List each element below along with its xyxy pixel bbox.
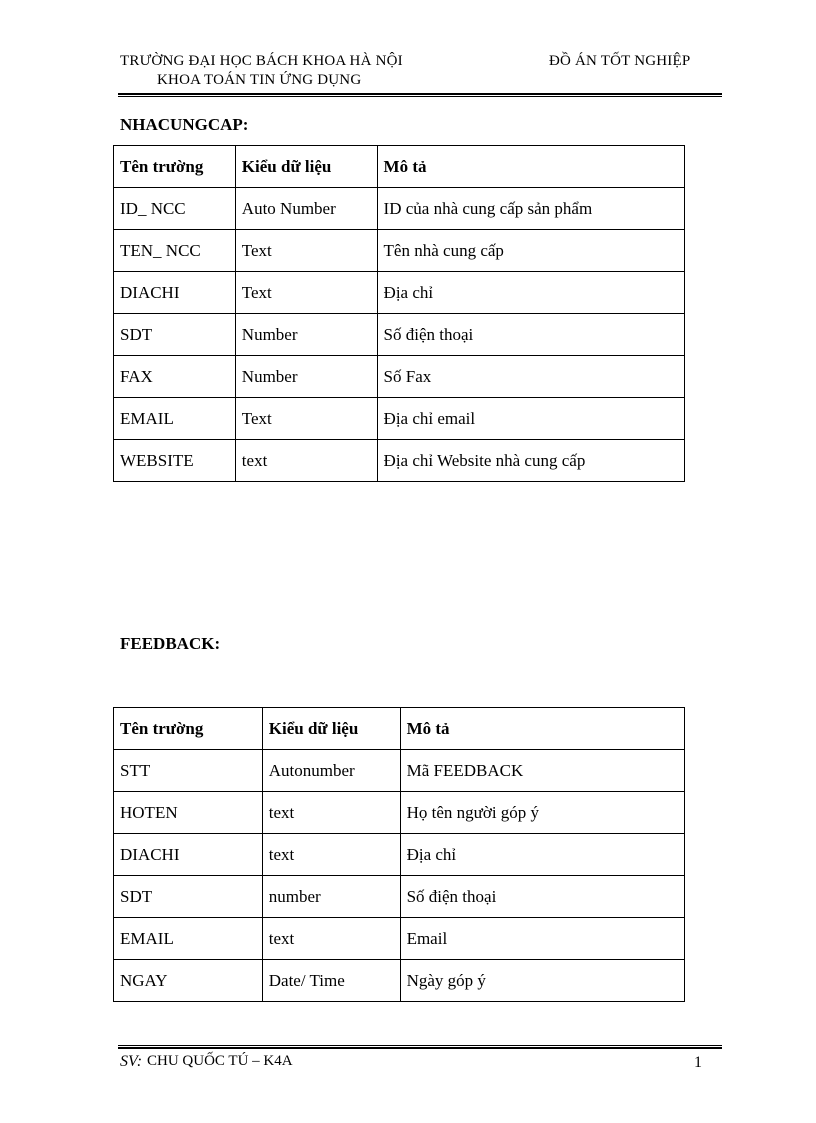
data-type-cell: Autonumber <box>262 750 400 792</box>
description-cell: Họ tên người góp ý <box>400 792 684 834</box>
field-name-cell: HOTEN <box>114 792 263 834</box>
university-name: TRƯỜNG ĐẠI HỌC BÁCH KHOA HÀ NỘI <box>120 53 403 69</box>
description-cell: Địa chỉ <box>377 272 684 314</box>
description-cell: Mã FEEDBACK <box>400 750 684 792</box>
data-type-cell: number <box>262 876 400 918</box>
table-row <box>114 876 685 918</box>
footer-student-name: CHU QUỐC TÚ – K4A <box>147 1053 293 1069</box>
field-name-cell: STT <box>114 750 263 792</box>
description-cell: Số điện thoại <box>377 314 684 356</box>
field-name-cell: WEBSITE <box>114 440 236 482</box>
data-type-cell: Number <box>235 314 377 356</box>
footer-sv-label: SV: <box>120 1053 143 1070</box>
table-row <box>114 960 685 1002</box>
description-cell: ID của nhà cung cấp sản phẩm <box>377 188 684 230</box>
description-cell: Địa chỉ email <box>377 398 684 440</box>
table-row <box>114 792 685 834</box>
column-header: Tên trường <box>114 708 263 750</box>
data-type-cell: Text <box>235 272 377 314</box>
column-header: Tên trường <box>114 146 236 188</box>
page-number: 1 <box>694 1054 702 1071</box>
data-type-cell: text <box>235 440 377 482</box>
column-header: Mô tả <box>377 146 684 188</box>
description-cell: Địa chỉ <box>400 834 684 876</box>
description-cell: Địa chỉ Website nhà cung cấp <box>377 440 684 482</box>
field-name-cell: DIACHI <box>114 272 236 314</box>
faculty-name: KHOA TOÁN TIN ỨNG DỤNG <box>157 72 362 88</box>
field-name-cell: EMAIL <box>114 398 236 440</box>
table-row <box>114 918 685 960</box>
field-name-cell: DIACHI <box>114 834 263 876</box>
table-header-row <box>114 708 685 750</box>
header-rule-thin <box>118 96 722 97</box>
column-header: Mô tả <box>400 708 684 750</box>
field-name-cell: TEN_ NCC <box>114 230 236 272</box>
table-feedback <box>113 707 685 1002</box>
table-row <box>114 314 685 356</box>
table-title-feedback: FEEDBACK: <box>120 634 221 653</box>
table-title-nhacungcap: NHACUNGCAP: <box>120 115 249 134</box>
data-type-cell: Text <box>235 230 377 272</box>
data-type-cell: Date/ Time <box>262 960 400 1002</box>
field-name-cell: SDT <box>114 314 236 356</box>
table-row <box>114 188 685 230</box>
table-row <box>114 272 685 314</box>
data-type-cell: text <box>262 792 400 834</box>
description-cell: Số Fax <box>377 356 684 398</box>
table-row <box>114 440 685 482</box>
document-type: ĐỒ ÁN TỐT NGHIỆP <box>549 53 691 69</box>
data-type-cell: text <box>262 834 400 876</box>
footer-rule-thin <box>118 1045 722 1046</box>
footer-rule-thick <box>118 1047 722 1049</box>
description-cell: Email <box>400 918 684 960</box>
field-name-cell: SDT <box>114 876 263 918</box>
table-header-row <box>114 146 685 188</box>
table-row <box>114 750 685 792</box>
table-row <box>114 356 685 398</box>
description-cell: Tên nhà cung cấp <box>377 230 684 272</box>
field-name-cell: FAX <box>114 356 236 398</box>
field-name-cell: ID_ NCC <box>114 188 236 230</box>
data-type-cell: Auto Number <box>235 188 377 230</box>
data-type-cell: Text <box>235 398 377 440</box>
data-type-cell: text <box>262 918 400 960</box>
column-header: Kiểu dữ liệu <box>235 146 377 188</box>
description-cell: Số điện thoại <box>400 876 684 918</box>
description-cell: Ngày góp ý <box>400 960 684 1002</box>
header-rule-thick <box>118 93 722 95</box>
table-nhacungcap <box>113 145 685 482</box>
table-row <box>114 398 685 440</box>
table-row <box>114 834 685 876</box>
field-name-cell: EMAIL <box>114 918 263 960</box>
data-type-cell: Number <box>235 356 377 398</box>
column-header: Kiểu dữ liệu <box>262 708 400 750</box>
field-name-cell: NGAY <box>114 960 263 1002</box>
table-row <box>114 230 685 272</box>
